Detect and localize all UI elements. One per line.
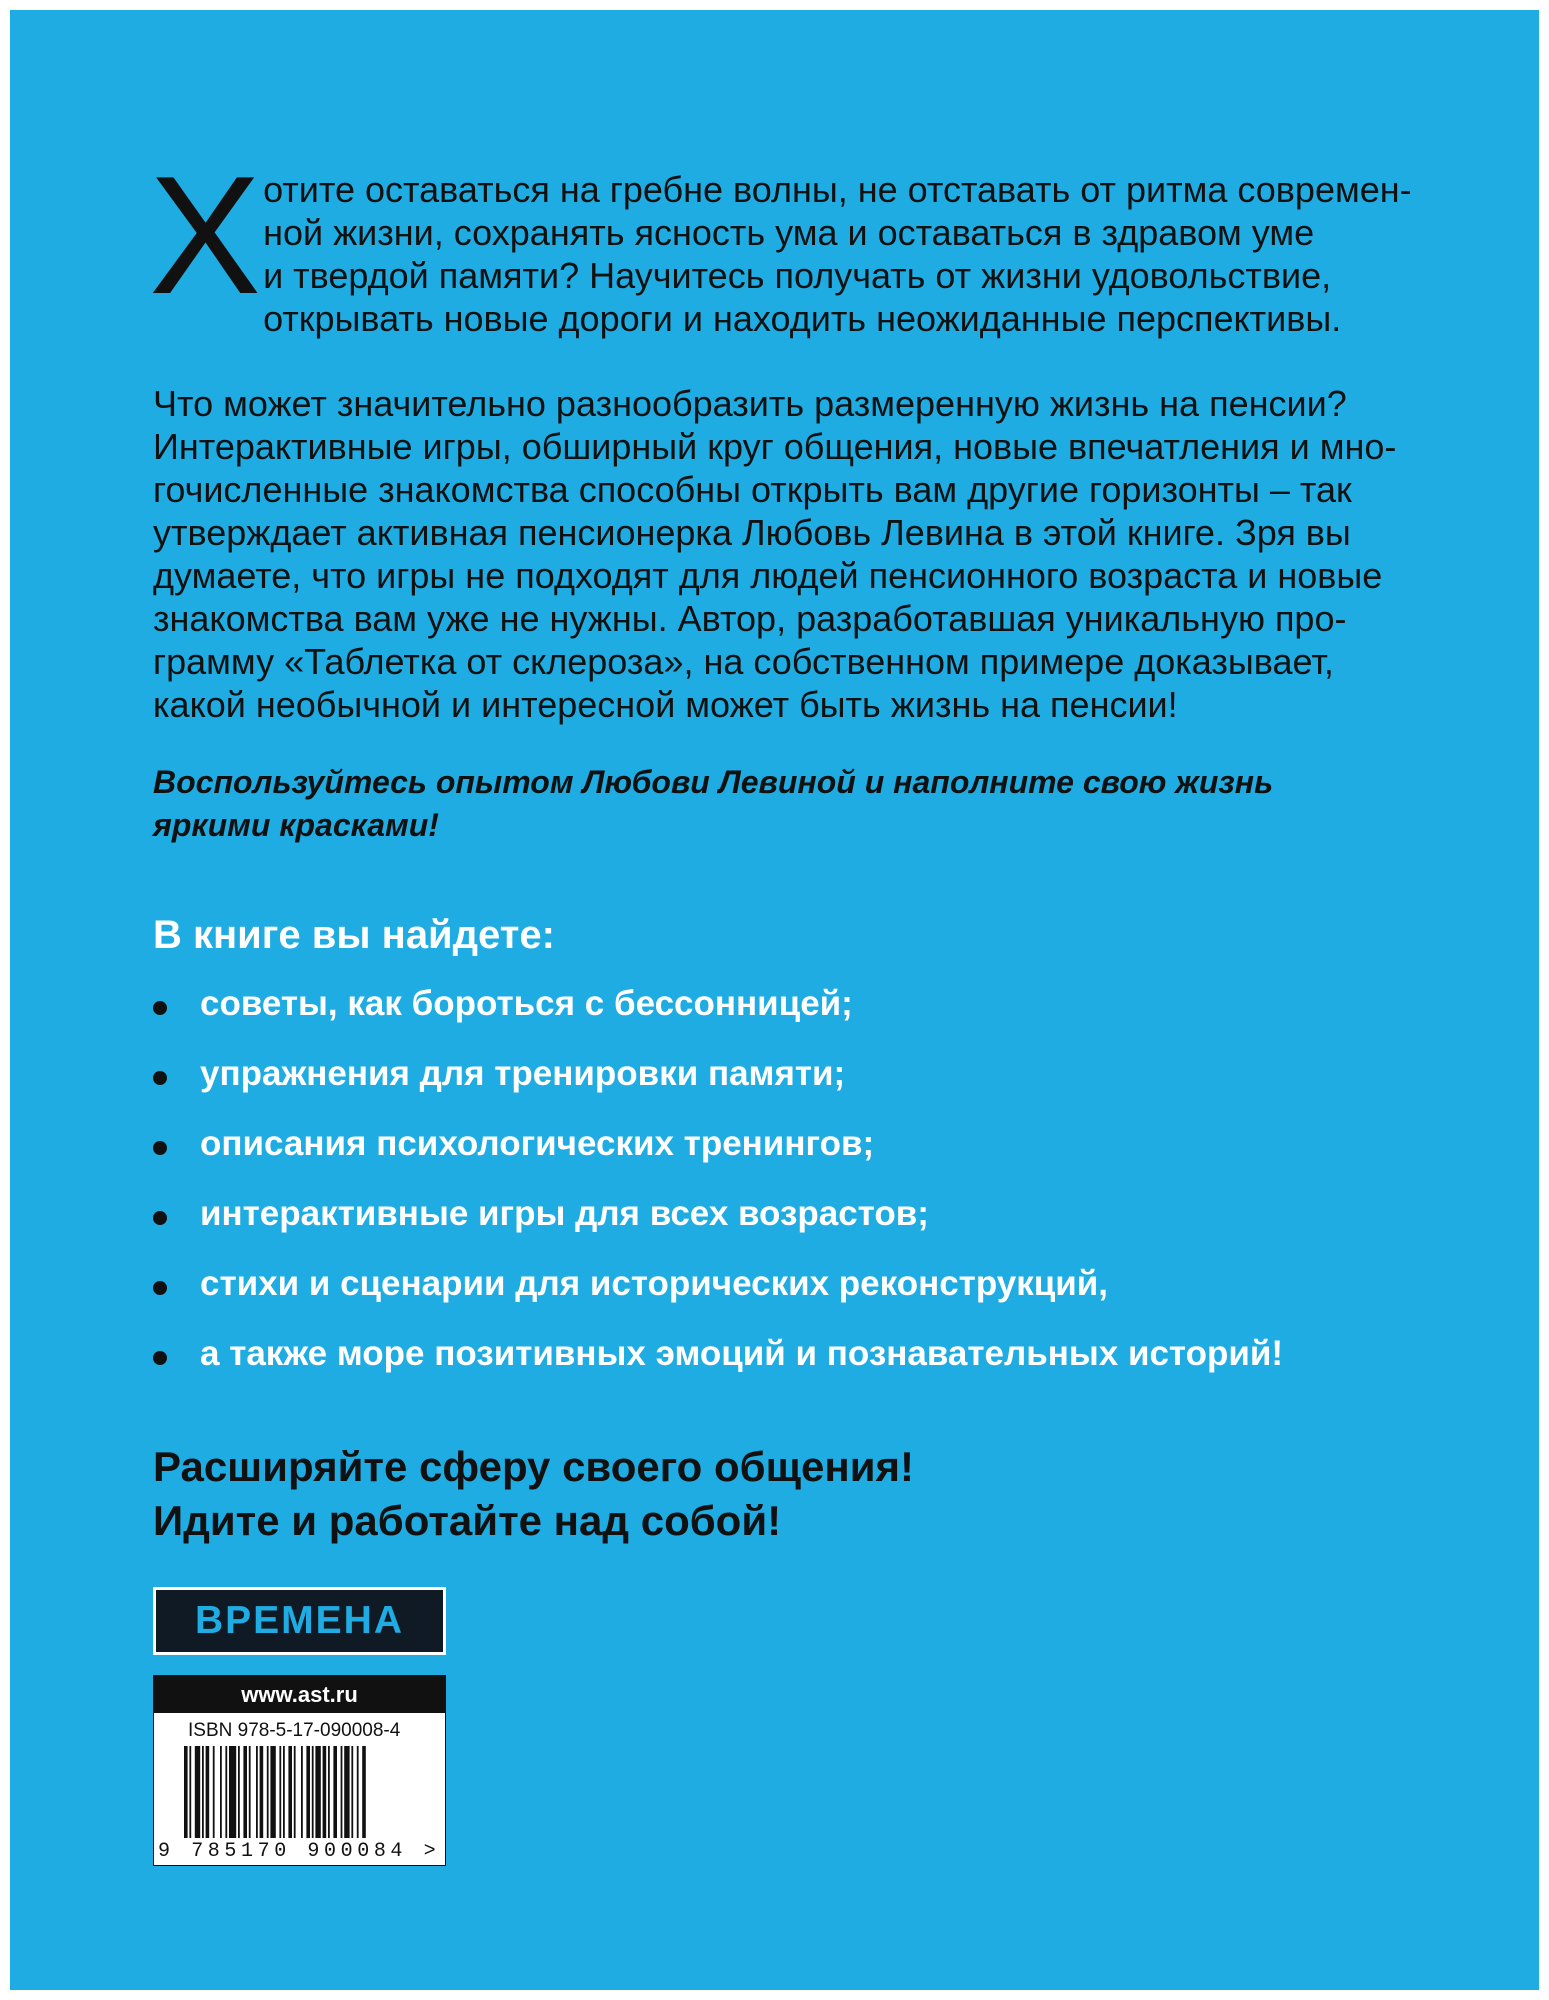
feature-item [153, 1121, 1418, 1191]
closing-line: Расширяйте сферу своего общения! [153, 1443, 915, 1490]
barcode-block [153, 1675, 446, 1866]
callout-line: Воспользуйтесь опытом Любови Левиной и наполните свою жизнь [153, 764, 1274, 800]
description-line: какой необычной и интересной может быть жизнь на пенсии! [153, 684, 1178, 725]
intro-line: отите оставаться на гребне волны, не отставать от ритма современ- [263, 169, 1412, 210]
features-list [153, 981, 1418, 1401]
description-line: Что может значительно разнообразить размеренную жизнь на пенсии? [153, 383, 1347, 424]
feature-item [153, 1261, 1418, 1331]
bullet-icon [153, 1281, 167, 1295]
description-line: Интерактивные игры, обширный круг общения, новые впечатления и мно- [153, 426, 1397, 467]
bullet-icon [153, 1351, 167, 1365]
feature-item [153, 981, 1418, 1051]
drop-cap: Х [149, 141, 262, 329]
feature-item [153, 1331, 1418, 1401]
bullet-icon [153, 1141, 167, 1155]
publisher-website: www.ast.ru [154, 1676, 445, 1713]
feature-text: стихи и сценарии для исторических реконструкций, [200, 1264, 1109, 1303]
description-line: грамму «Таблетка от склероза», на собственном примере доказывает, [153, 641, 1334, 682]
features-heading: В книге вы найдете: [153, 913, 555, 957]
intro-paragraph [149, 141, 1418, 340]
feature-item [153, 1051, 1418, 1121]
barcode-icon [184, 1746, 414, 1838]
closing-slogan [153, 1440, 1418, 1548]
feature-text: упражнения для тренировки памяти; [200, 1054, 846, 1093]
series-logo: ВРЕМЕНА [153, 1587, 446, 1655]
description-line: знакомства вам уже не нужны. Автор, разработавшая уникальную про- [153, 598, 1347, 639]
description-paragraph [153, 382, 1418, 726]
closing-line: Идите и работайте над собой! [153, 1497, 782, 1544]
intro-line: и твердой памяти? Научитесь получать от жизни удовольствие, [263, 255, 1332, 296]
callout-line: яркими красками! [153, 807, 439, 843]
bullet-icon [153, 1001, 167, 1015]
feature-text: советы, как бороться с бессонницей; [200, 984, 853, 1023]
intro-line: открывать новые дороги и находить неожиданные перспективы. [263, 298, 1342, 339]
callout-text [153, 761, 1418, 847]
isbn-label: ISBN 978-5-17-090008-4 [188, 1720, 401, 1741]
feature-text: описания психологических тренингов; [200, 1124, 875, 1163]
feature-text: интерактивные игры для всех возрастов; [200, 1194, 929, 1233]
bullet-icon [153, 1071, 167, 1085]
bullet-icon [153, 1211, 167, 1225]
feature-text: а также море позитивных эмоций и познавательных историй! [200, 1334, 1284, 1373]
cover-text [149, 141, 1418, 1548]
description-line: гочисленные знакомства способны открыть вам другие горизонты – так [153, 469, 1352, 510]
barcode-digits: 9 785170 900084 > [158, 1840, 441, 1863]
description-line: думаете, что игры не подходят для людей пенсионного возраста и новые [153, 555, 1383, 596]
description-line: утверждает активная пенсионерка Любовь Левина в этой книге. Зря вы [153, 512, 1351, 553]
feature-item [153, 1191, 1418, 1261]
intro-line: ной жизни, сохранять ясность ума и оставаться в здравом уме [263, 212, 1315, 253]
